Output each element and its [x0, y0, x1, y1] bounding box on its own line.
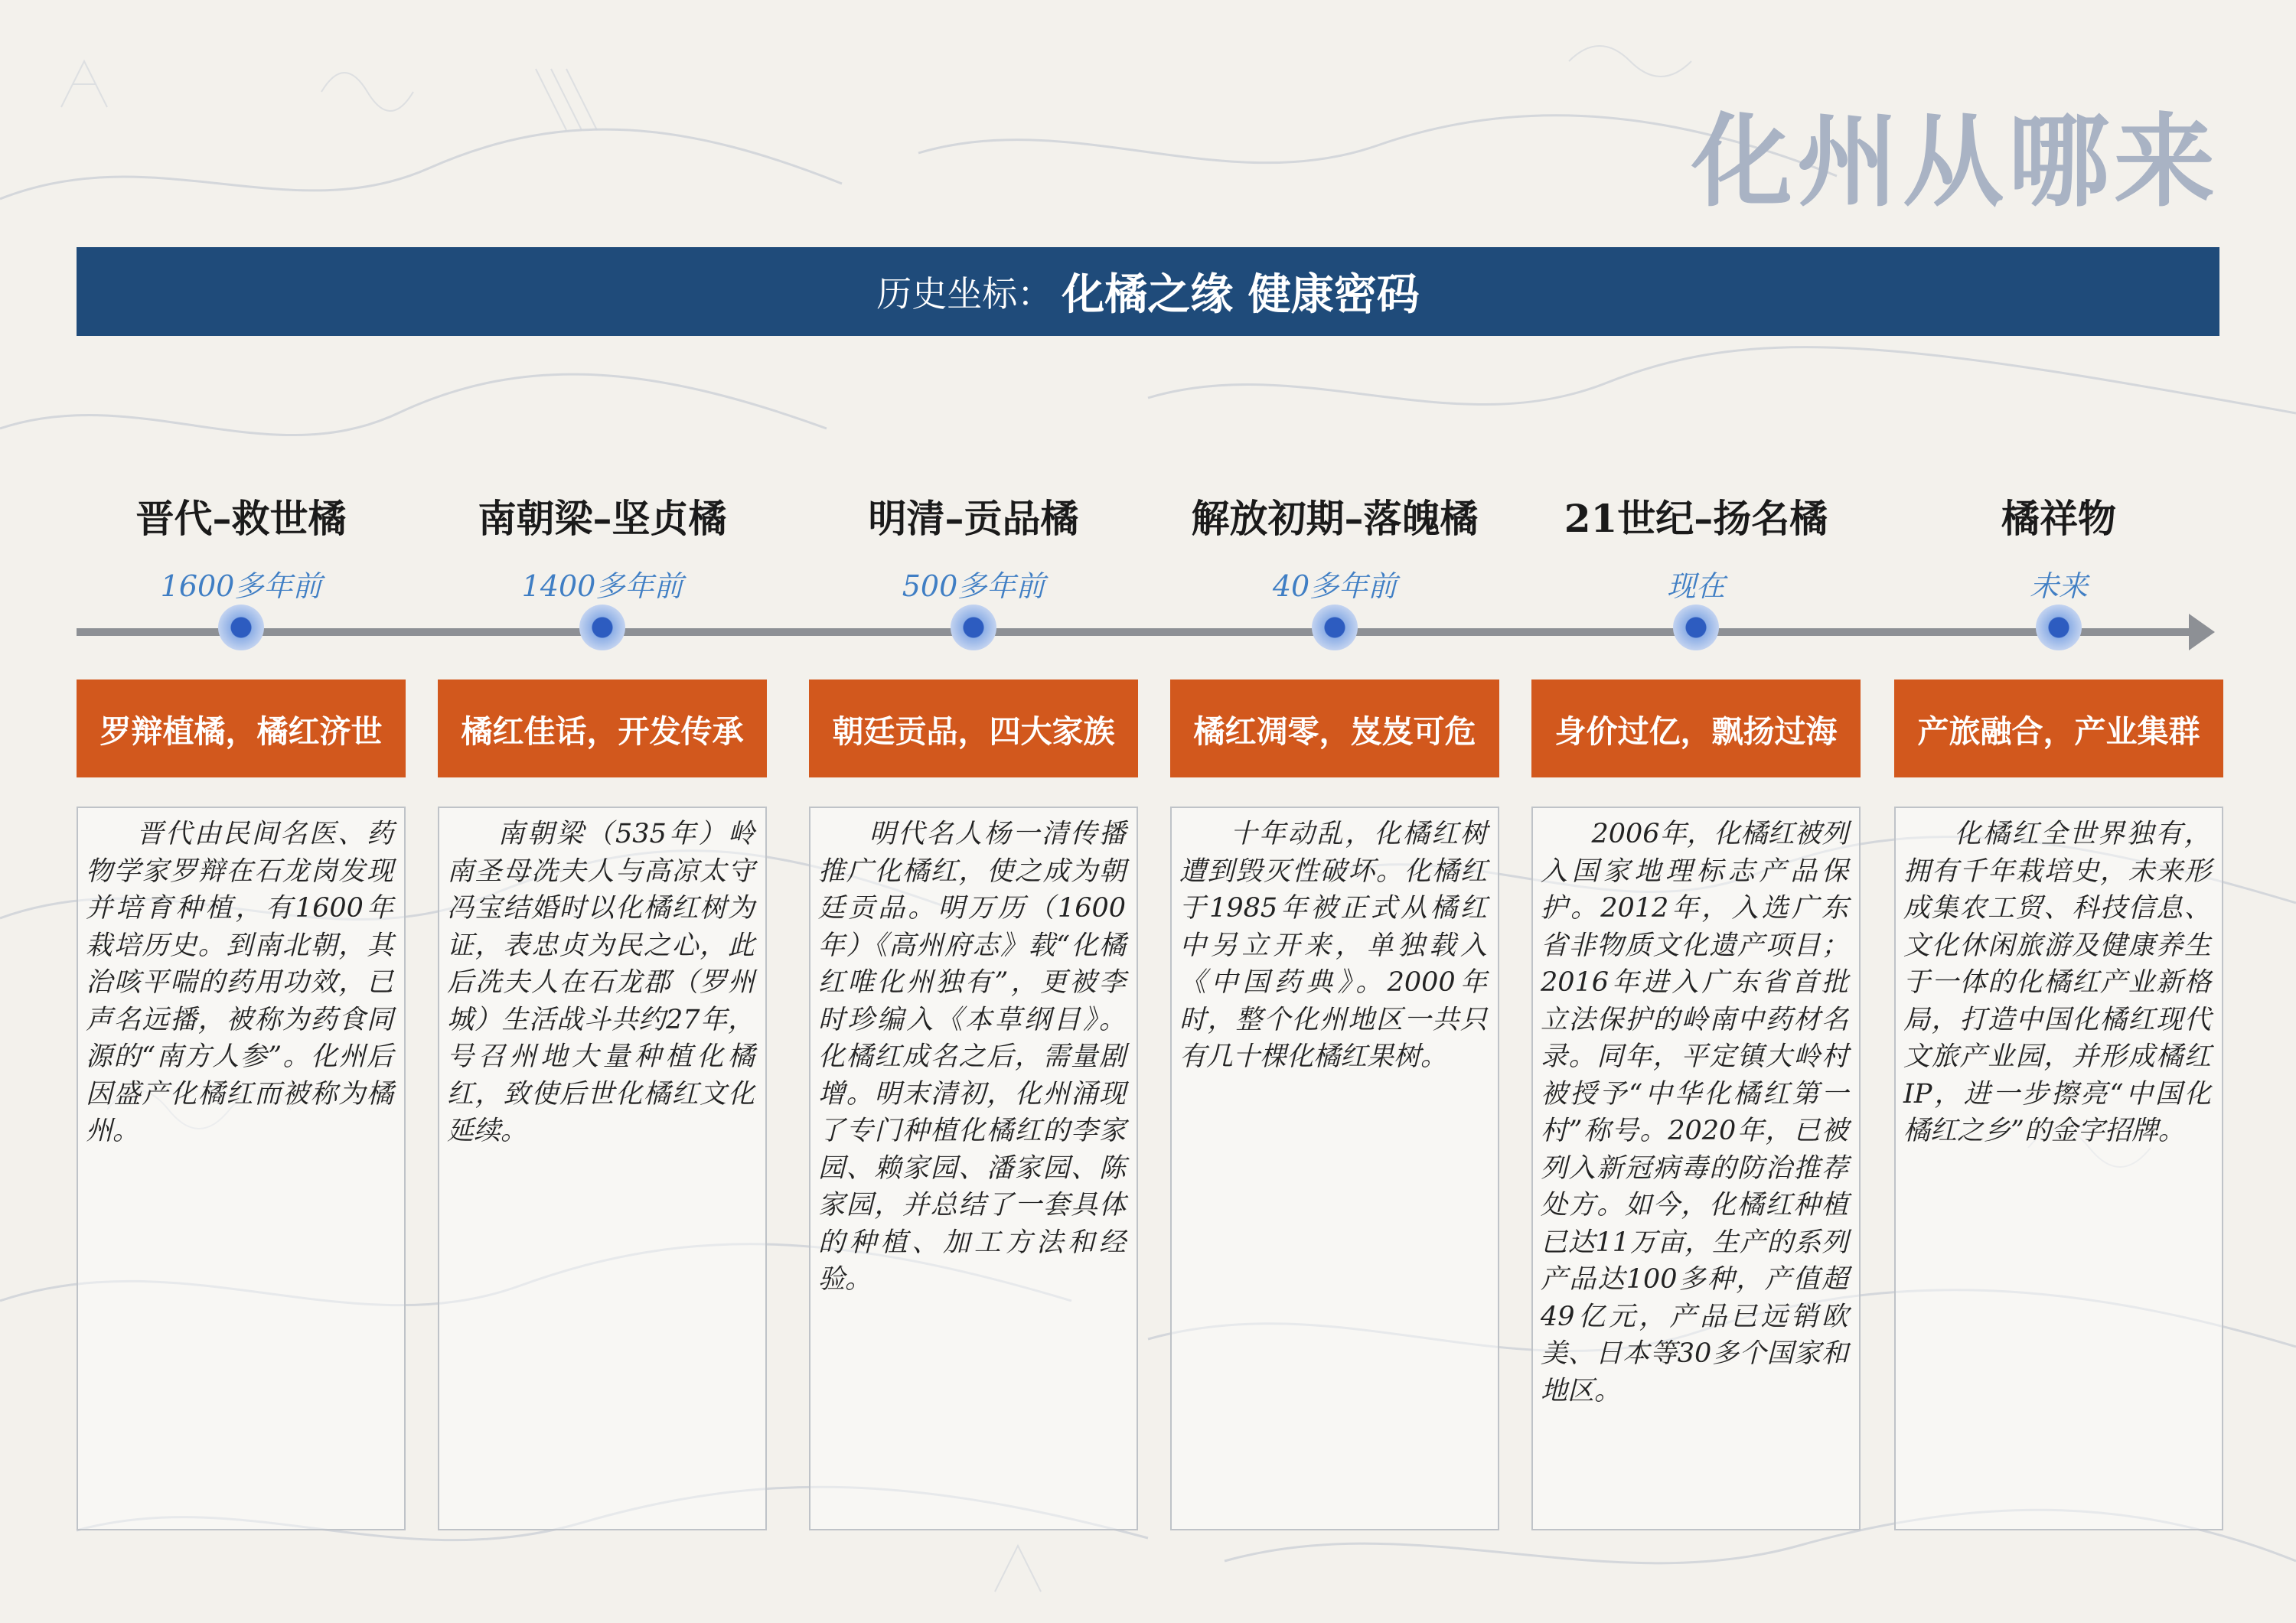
era-label: 橘红凋零，岌岌可危 [1170, 680, 1499, 777]
banner-heading: 化橘之缘 健康密码 [1062, 269, 1420, 320]
timeline-dot-icon [2036, 605, 2082, 650]
era-description: 化橘红全世界独有，拥有千年栽培史，未来形成集农工贸、科技信息、文化休闲旅游及健康养生于一体的化橘红产业新格局，打造中国化橘红现代文旅产业园，并形成橘红IP，进一步擦亮“中国化橘红之乡”的金字招牌。 [1894, 807, 2223, 1530]
era-column-liberation [1170, 0, 1499, 1623]
era-time: 现在 [1666, 569, 1725, 603]
era-time: 1400多年前 [521, 569, 683, 603]
timeline-dot-icon [1673, 605, 1719, 650]
timeline-dot-icon [1312, 605, 1358, 650]
banner-prefix: 历史坐标： [876, 273, 1053, 314]
timeline-dot-icon [218, 605, 264, 650]
era-title: 南朝梁–坚贞橘 [478, 496, 727, 541]
era-label: 朝廷贡品，四大家族 [809, 680, 1138, 777]
era-description: 2006年，化橘红被列入国家地理标志产品保护。2012年，入选广东省非物质文化遗产项目；2016年进入广东省首批立法保护的岭南中药材名录。同年，平定镇大岭村被授予“中华化橘红第一村”称号。2020年，已被列入新冠病毒的防治推荐处方。如今，化橘红种植已达11万亩，生产的系列产品达100多种，产值超49亿元，产品已远销欧美、日本等30多个国家和地区。 [1531, 807, 1861, 1530]
era-title: 晋代–救世橘 [135, 496, 347, 541]
era-title: 21世纪–扬名橘 [1564, 496, 1828, 541]
era-title: 明清–贡品橘 [868, 496, 1079, 541]
era-label: 罗辩植橘，橘红济世 [77, 680, 406, 777]
era-label: 橘红佳话，开发传承 [438, 680, 767, 777]
era-column-liang [438, 0, 767, 1623]
era-column-future [1894, 0, 2223, 1623]
era-label: 身价过亿，飘扬过海 [1531, 680, 1861, 777]
era-description: 明代名人杨一清传播推广化橘红，使之成为朝廷贡品。明万历（1600年）《高州府志》载“化橘红唯化州独有”，更被李时珍编入《本草纲目》。化橘红成名之后，需量剧增。明末清初，化州涌现了专门种植化橘红的李家园、赖家园、潘家园、陈家园，并总结了一套具体的种植、加工方法和经验。 [809, 807, 1138, 1530]
era-title: 橘祥物 [2001, 496, 2116, 541]
page-title: 化州从哪来 [1691, 103, 2219, 221]
timeline-dot-icon [579, 605, 625, 650]
era-column-jin [77, 0, 406, 1623]
era-time: 40多年前 [1272, 569, 1397, 603]
era-label: 产旅融合，产业集群 [1894, 680, 2223, 777]
era-time: 1600多年前 [160, 569, 322, 603]
era-time: 500多年前 [902, 569, 1045, 603]
era-time: 未来 [2029, 569, 2088, 603]
era-description: 晋代由民间名医、药物学家罗辩在石龙岗发现并培育种植，有1600年栽培历史。到南北朝，其治咳平喘的药用功效，已声名远播，被称为药食同源的“南方人参”。化州后因盛产化橘红而被称为橘州。 [77, 807, 406, 1530]
era-column-ming-qing [809, 0, 1138, 1623]
era-title: 解放初期–落魄橘 [1191, 496, 1479, 541]
era-column-21st-century [1531, 0, 1861, 1623]
timeline-dot-icon [951, 605, 996, 650]
era-description: 十年动乱，化橘红树遭到毁灭性破坏。化橘红于1985年被正式从橘红中另立开来，单独载入《中国药典》。2000年时，整个化州地区一共只有几十棵化橘红果树。 [1170, 807, 1499, 1530]
era-description: 南朝梁（535年）岭南圣母冼夫人与高凉太守冯宝结婚时以化橘红树为证，表忠贞为民之心，此后冼夫人在石龙郡（罗州城）生活战斗共约27年，号召州地大量种植化橘红，致使后世化橘红文化延续。 [438, 807, 767, 1530]
